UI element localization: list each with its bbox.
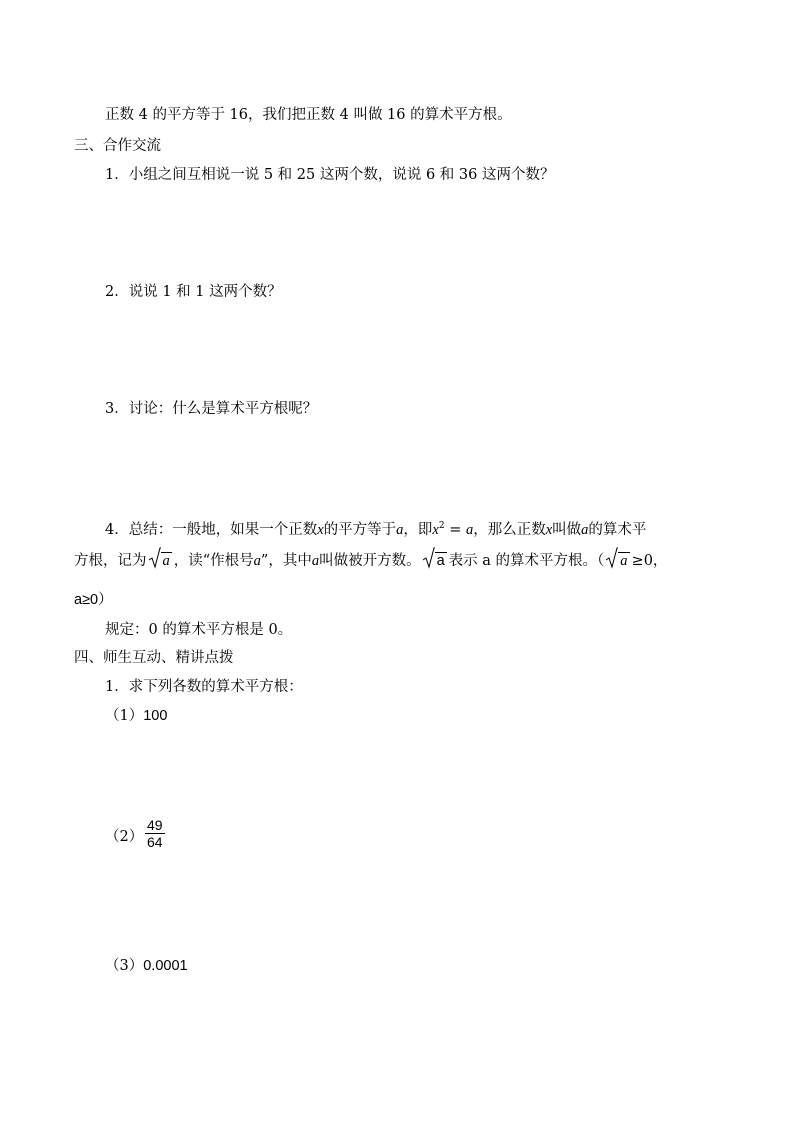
math-variable: a — [311, 553, 320, 569]
math-variable: a — [396, 522, 404, 538]
math-variable: x — [545, 522, 553, 538]
intro-text: 正数 4 的平方等于 16，我们把正数 4 叫做 16 的算术平方根。 — [105, 107, 512, 123]
fraction-denominator: 64 — [147, 834, 163, 850]
square-root-symbol: a — [423, 551, 447, 571]
summary-text: 方根，记为 — [74, 553, 147, 569]
summary-text: 4．总结：一般地，如果一个正数 — [105, 522, 318, 538]
exercise-item-3 — [105, 956, 188, 976]
summary-text: 的平方等于 — [323, 522, 397, 538]
question-3: 3．讨论：什么是算术平方根呢？ — [105, 401, 318, 417]
math-variable: a — [581, 522, 589, 538]
exercise-item-2-label: （2） — [105, 829, 144, 845]
math-exponent: 2 — [438, 521, 445, 531]
math-variable: a — [465, 522, 474, 538]
math-equals: = — [444, 522, 466, 538]
summary-text: ，那么正数 — [473, 522, 546, 538]
summary-text: ≥0， — [631, 553, 668, 569]
summary-text: 叫做 — [552, 522, 582, 538]
radical-sign-icon — [149, 547, 161, 569]
summary-text: 的算术平 — [588, 522, 647, 538]
question-1: 1．小组之间互相说一说 5 和 25 这两个数，说说 6 和 36 这两个数？ — [105, 167, 555, 183]
math-variable: x — [317, 522, 324, 538]
square-root-symbol: a — [149, 551, 172, 571]
fraction-49-64 — [145, 817, 165, 850]
section-heading-interaction: 四、师生互动、精讲点拨 — [74, 650, 234, 666]
summary-text: ，即 — [403, 522, 433, 538]
square-root-symbol: a — [606, 551, 629, 571]
item-label: （1） — [105, 708, 144, 724]
radical-sign-icon — [606, 547, 618, 569]
exercise-item-1 — [105, 706, 167, 726]
summary-line-1 — [105, 516, 646, 540]
radical-sign-icon — [423, 547, 435, 569]
item-value: 0.0001 — [143, 958, 188, 974]
section-heading-cooperation: 三、合作交流 — [74, 138, 161, 154]
summary-text: 叫做被开方数。 — [319, 553, 421, 569]
summary-text: ”，其中 — [260, 553, 312, 569]
rule-text: 规定：0 的算术平方根是 0。 — [105, 622, 293, 638]
item-value: 100 — [143, 708, 168, 724]
summary-line-2 — [74, 551, 667, 571]
fraction-numerator: 49 — [147, 817, 163, 833]
math-variable: x — [432, 522, 439, 538]
summary-line-3: a≥0） — [74, 592, 113, 608]
question-2: 2．说说 1 和 1 这两个数？ — [105, 284, 282, 300]
summary-text: ，读“作根号 — [173, 553, 254, 569]
summary-text: 表示 a 的算术平方根。（ — [448, 553, 605, 569]
exercise-1: 1．求下列各数的算术平方根： — [105, 679, 303, 695]
item-label: （3） — [105, 958, 144, 974]
math-variable: a — [253, 553, 261, 569]
